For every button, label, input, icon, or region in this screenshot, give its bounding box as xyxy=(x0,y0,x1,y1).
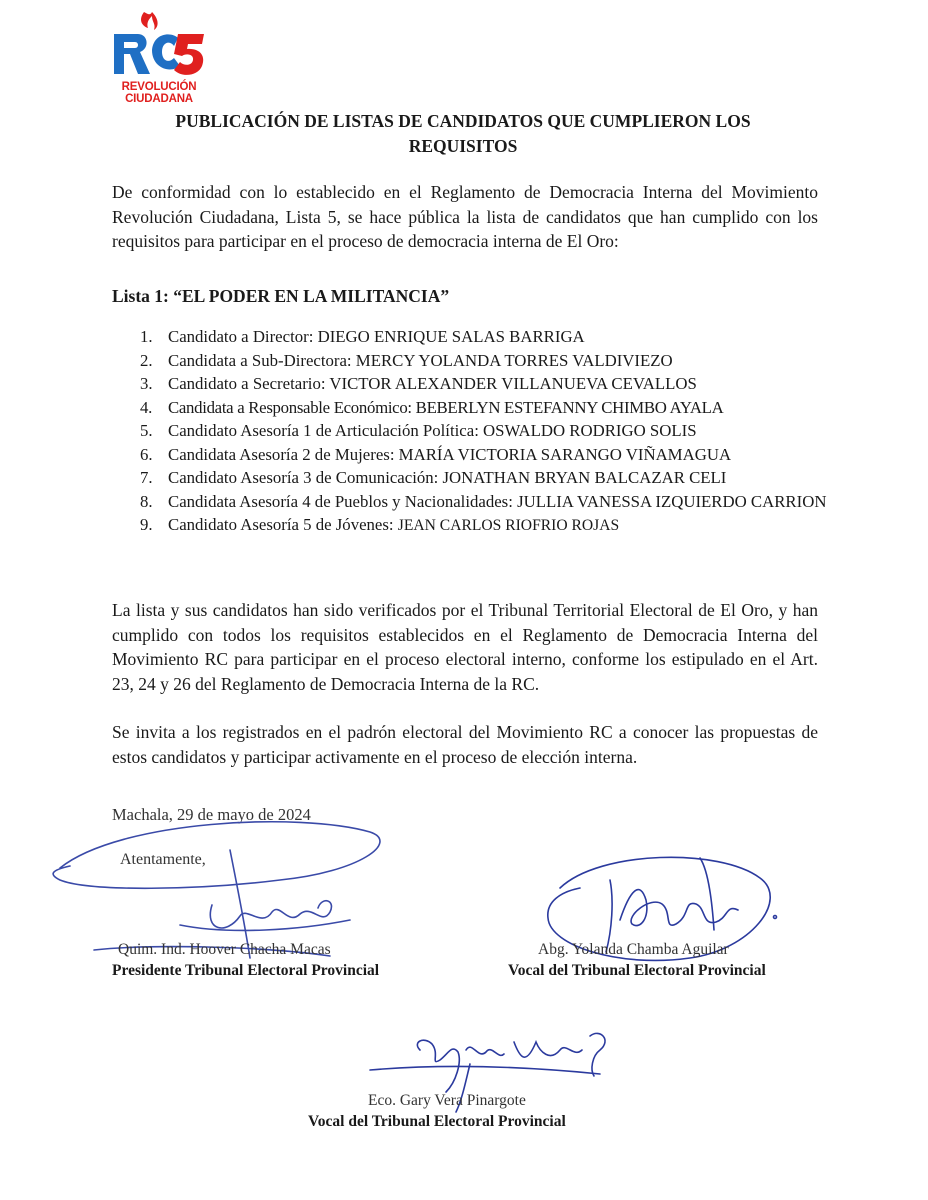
verification-paragraph: La lista y sus candidatos han sido verificados por el Tribunal Territorial Electoral de El Oro, y han cumplido con todos los requisitos establecidos en el Reglamento de Democracia Interna del Movimiento RC para participar en el proceso electoral interno, conforme los estipulado en el Art. 23, 24 y 26 del Reglamento de Democracia Interna de la RC. xyxy=(112,600,818,694)
closing-greeting: Atentamente, xyxy=(120,851,206,868)
candidate-text: Candidato a Secretario: VICTOR ALEXANDER VILLANUEVA CEVALLOS xyxy=(168,374,697,393)
item-number: 4. xyxy=(140,397,152,417)
candidate-text: Candidato Asesoría 3 de Comunicación: JONATHAN BRYAN BALCAZAR CELI xyxy=(168,468,727,487)
item-number: 2. xyxy=(140,350,153,370)
candidate-item xyxy=(140,513,830,538)
candidate-text-name: JEAN CARLOS RIOFRIO ROJAS xyxy=(397,517,620,534)
candidate-item xyxy=(140,419,830,443)
flame-icon xyxy=(141,12,158,30)
item-number: 9. xyxy=(140,515,153,534)
item-number: 1. xyxy=(140,327,153,346)
candidate-text: Candidata a Sub-Directora: MERCY YOLANDA TORRES VALDIVIEZO xyxy=(168,350,673,370)
candidate-text: Candidato a Director: DIEGO ENRIQUE SALAS BARRIGA xyxy=(168,327,585,346)
number-five-shape xyxy=(174,34,204,75)
candidate-item xyxy=(140,443,830,467)
signer-3-name: Eco. Gary Vera Pinargote xyxy=(368,1092,526,1109)
candidate-item xyxy=(140,466,830,490)
item-number: 3. xyxy=(140,374,153,393)
candidate-item xyxy=(140,490,830,514)
signer-3-role: Vocal del Tribunal Electoral Provincial xyxy=(308,1113,566,1130)
candidate-text: Candidata a Responsable Económico: BEBERLYN ESTEFANNY CHIMBO AYALA xyxy=(168,397,724,417)
item-number: 8. xyxy=(140,491,153,511)
candidate-text: Candidata Asesoría 2 de Mujeres: MARÍA VICTORIA SARANGO VIÑAMAGUA xyxy=(168,444,732,464)
item-number: 5. xyxy=(140,421,153,440)
document-title: PUBLICACIÓN DE LISTAS DE CANDIDATOS QUE CUMPLIERON LOS REQUISITOS xyxy=(175,111,751,156)
signature-chacha xyxy=(53,822,380,958)
candidate-list xyxy=(140,325,830,538)
candidate-item xyxy=(140,396,830,420)
item-number: 7. xyxy=(140,468,153,487)
candidate-text: Candidata Asesoría 4 de Pueblos y Nacionalidades: JULLIA VANESSA IZQUIERDO CARRION xyxy=(168,491,827,511)
signer-2-role: Vocal del Tribunal Electoral Provincial xyxy=(508,962,766,979)
candidate-text: Candidato Asesoría 1 de Articulación Política: OSWALDO RODRIGO SOLIS xyxy=(168,421,697,440)
invitation-paragraph: Se invita a los registrados en el padrón electoral del Movimiento RC a conocer las propuestas de estos candidatos y participar activamente en el proceso de elección interna. xyxy=(112,722,818,767)
revolucion-ciudadana-logo xyxy=(108,8,208,104)
document-date: Machala, 29 de mayo de 2024 xyxy=(112,805,311,824)
candidate-item xyxy=(140,372,830,396)
intro-paragraph: De conformidad con lo establecido en el Reglamento de Democracia Interna del Movimiento Revolución Ciudadana, Lista 5, se hace pública la lista de candidatos que han cumplido con los requisitos para participar en el proceso de democracia interna de El Oro: xyxy=(112,182,818,251)
candidate-text-prefix: Candidato Asesoría 5 de Jóvenes: xyxy=(168,515,398,534)
signer-1-role: Presidente Tribunal Electoral Provincial xyxy=(112,962,380,979)
candidate-item xyxy=(140,325,830,349)
item-number: 6. xyxy=(140,444,153,464)
rc5-logo-mark xyxy=(108,8,208,82)
logo-line-2: CIUDADANA xyxy=(125,93,193,105)
signer-1-name: Quim. Ind. Hoover Chacha Macas xyxy=(118,941,331,958)
letter-r-shape xyxy=(114,34,150,74)
list-heading: Lista 1: “EL PODER EN LA MILITANCIA” xyxy=(112,286,450,306)
candidate-item xyxy=(140,349,830,373)
signer-2-name: Abg. Yolanda Chamba Aguilar xyxy=(538,941,729,958)
logo-line-1: REVOLUCIÓN xyxy=(121,81,197,93)
